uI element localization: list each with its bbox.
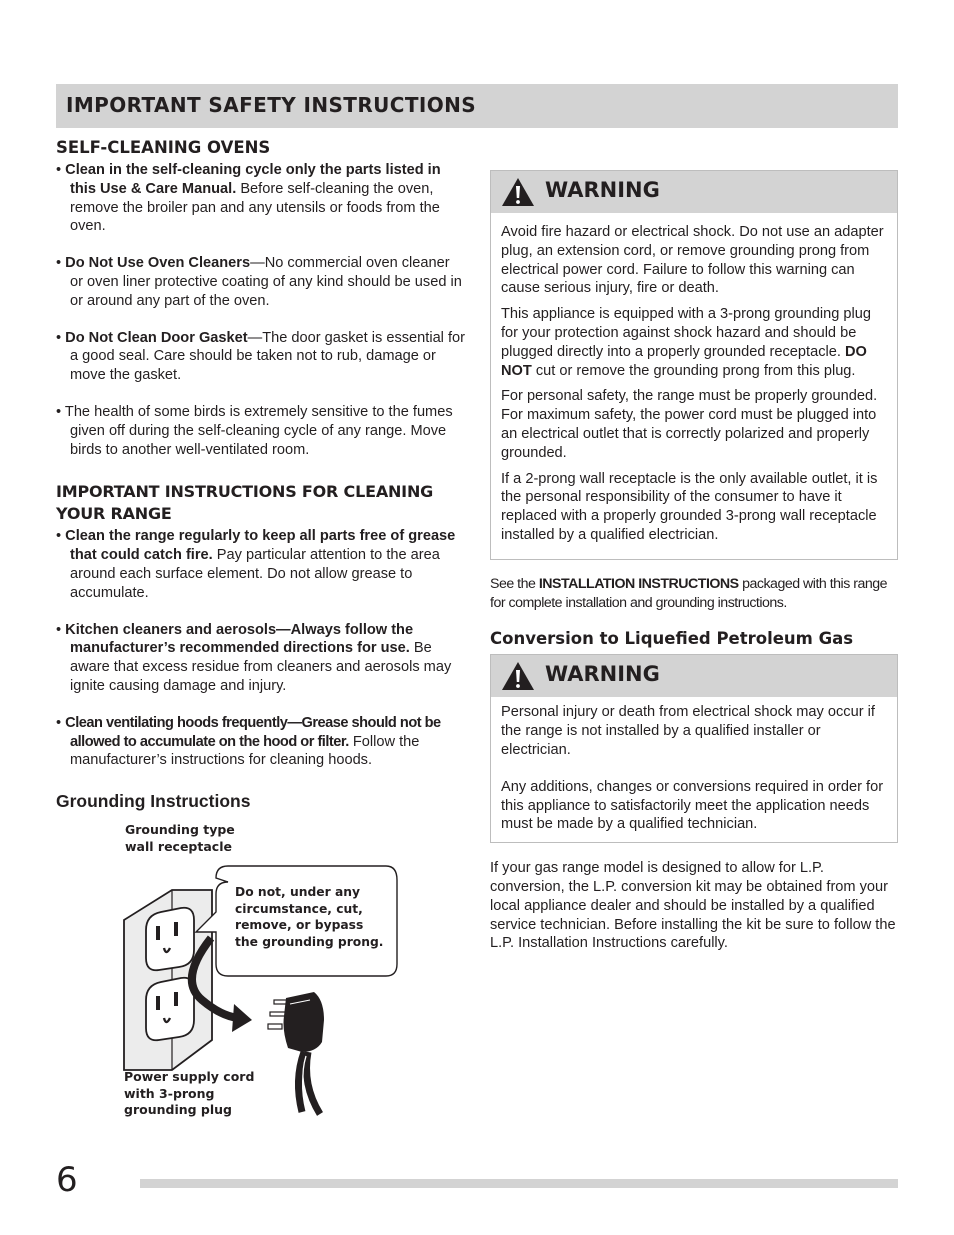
receptacle-label: Grounding type wall receptacle	[125, 822, 235, 854]
cleaning-item-3: • Clean ventilating hoods frequently—Grease should not be allowed to accumulate on the hood or filter. Follow the manufacturer’s instructions for cleaning hoods.	[56, 714, 441, 769]
cleaning-title: IMPORTANT INSTRUCTIONS FOR CLEANING YOUR RANGE	[56, 482, 434, 524]
lp-warning-body	[491, 697, 897, 842]
lp-warning-header	[491, 655, 897, 697]
footer-bar	[140, 1179, 898, 1188]
lp-warning-box	[490, 654, 898, 843]
grounding-diagram	[116, 820, 406, 1125]
cleaning-item-2: • Kitchen cleaners and aerosols—Always follow the manufacturer’s recommended directions for use. Be aware that excess residue from cleaners and aerosols may ignite causing damage and injury.	[56, 621, 452, 694]
self-cleaning-item-2: • Do Not Use Oven Cleaners—No commercial oven cleaner or oven liner protective coating of any kind should be used in or around any part of the oven.	[56, 255, 462, 309]
lp-warning-paragraph-1: Personal injury or death from electrical shock may occur if the range is not installed by a qualified installer or electrician.	[501, 704, 875, 758]
electrical-warning-box	[490, 170, 898, 560]
warning-paragraph-4: If a 2-prong wall receptacle is the only available outlet, it is the personal responsibility of the consumer to have it replaced with a properly grounded 3-prong wall receptacle installed by a qualified electrician.	[501, 470, 878, 543]
header-bar	[56, 84, 898, 128]
self-cleaning-item-1: • Clean in the self-cleaning cycle only the parts listed in this Use & Care Manual. Before self-cleaning the oven, remove the broiler pan and any utensils or foods from the oven.	[56, 162, 441, 235]
left-column	[56, 137, 466, 814]
warning-paragraph-1: Avoid fire hazard or electrical shock. Do not use an adapter plug, an extension cord, or remove grounding prong from electrical power cord. Failure to follow this warning can cause serious injury, fire or death.	[501, 224, 884, 297]
self-cleaning-item-3: • Do Not Clean Door Gasket—The door gasket is essential for a good seal. Care should be taken not to rub, damage or move the gasket.	[56, 329, 466, 384]
cleaning-item-1: • Clean the range regularly to keep all parts free of grease that could catch fire. Pay particular attention to the area around each surface element. Do not allow grease to accumulate.	[56, 528, 456, 601]
installation-note: See the INSTALLATION INSTRUCTIONS packaged with this range for complete installation and grounding instructions.	[490, 575, 888, 611]
warning-header	[491, 171, 897, 213]
page-title: IMPORTANT SAFETY INSTRUCTIONS	[66, 93, 477, 117]
warning-paragraph-2: This appliance is equipped with a 3-prong grounding plug for your protection against shock hazard and should be plugged directly into a properly grounded receptacle. DO NOT cut or remove the grounding prong from this plug.	[501, 306, 871, 379]
lp-warning-label: WARNING	[545, 662, 660, 687]
warning-triangle-icon	[501, 177, 535, 207]
warning-paragraph-3: For personal safety, the range must be properly grounded. For maximum safety, the power cord must be plugged into an electrical outlet that is correctly polarized and properly grounded.	[501, 388, 878, 461]
cord-label: Power supply cord with 3-prong grounding plug	[124, 1069, 255, 1117]
warning-label: WARNING	[545, 178, 660, 202]
warning-body	[491, 213, 897, 559]
lp-conversion-title: Conversion to Liquefied Petroleum Gas	[490, 629, 854, 649]
page-number: 6	[56, 1160, 78, 1200]
lp-conversion-body: If your gas range model is designed to allow for L.P. conversion, the L.P. conversion kit may be obtained from your local appliance dealer and should be installed by a qualified service technician. Before installing the kit be sure to follow the L.P. Installation Instructions carefully.	[490, 860, 896, 952]
self-cleaning-item-4: • The health of some birds is extremely sensitive to the fumes given off during the self-cleaning cycle of any range. Move birds to another well-ventilated room.	[56, 403, 453, 458]
grounding-title: Grounding Instructions	[56, 791, 251, 812]
do-not-bypass-callout: Do not, under any circumstance, cut, remove, or bypass the grounding prong.	[235, 885, 384, 949]
self-cleaning-title: SELF-CLEANING OVENS	[56, 138, 271, 157]
lp-warning-paragraph-2: Any additions, changes or conversions required in order for this appliance to satisfactorily meet the application needs must be made by a qualified technician.	[501, 778, 884, 833]
warning-triangle-icon	[501, 661, 535, 691]
right-column	[490, 170, 898, 953]
